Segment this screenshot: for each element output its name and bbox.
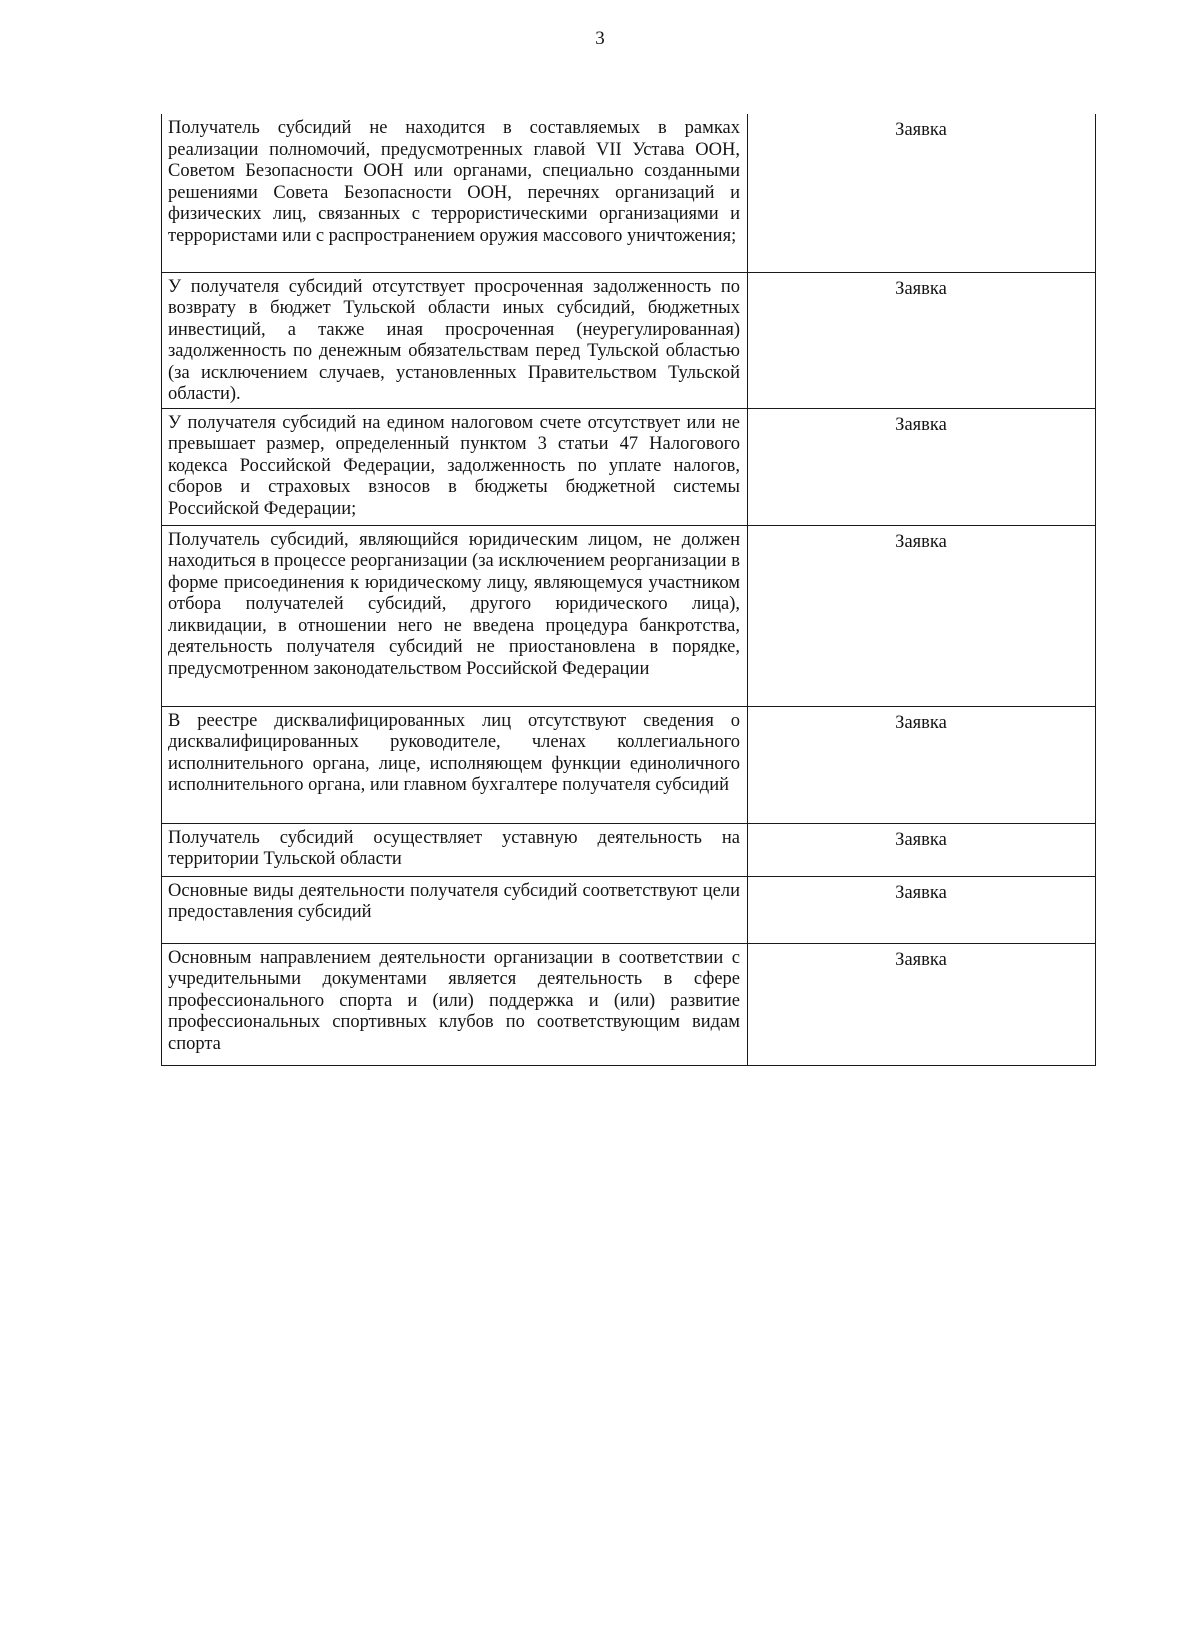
page-number: 3 (595, 28, 605, 49)
document-cell: Заявка (748, 706, 1096, 823)
table-row (162, 525, 1096, 706)
criterion-cell: Получатель субсидий, являющийся юридическим лицом, не должен находиться в процессе реорганизации (за исключением реорганизации в форме присоединения к юридическому лицу, являющемуся участником отбора получателей субсидий, другого юридического лица), ликвидации, в отношении него не введена процедура банкротства, деятельность получателя субсидий не приостановлена в порядке, предусмотренном законодательством Российской Федерации (162, 525, 748, 706)
document-cell: Заявка (748, 272, 1096, 408)
criterion-cell: У получателя субсидий на едином налоговом счете отсутствует или не превышает размер, определенный пунктом 3 статьи 47 Налогового кодекса Российской Федерации, задолженность по уплате налогов, сборов и страховых взносов в бюджеты бюджетной системы Российской Федерации; (162, 408, 748, 525)
document-cell: Заявка (748, 823, 1096, 876)
table-row (162, 876, 1096, 943)
document-cell: Заявка (748, 876, 1096, 943)
table-row (162, 408, 1096, 525)
table-row (162, 114, 1096, 272)
criterion-cell: Получатель субсидий не находится в составляемых в рамках реализации полномочий, предусмотренных главой VII Устава ООН, Советом Безопасности ООН или органами, специально созданными решениями Совета Безопасности ООН, перечнях организаций и физических лиц, связанных с террористическими организациями и террористами или с распространением оружия массового уничтожения; (162, 114, 748, 272)
criterion-cell: Основные виды деятельности получателя субсидий соответствуют цели предоставления субсидий (162, 876, 748, 943)
criterion-cell: У получателя субсидий отсутствует просроченная задолженность по возврату в бюджет Тульской области иных субсидий, бюджетных инвестиций, а также иная просроченная (неурегулированная) задолженность по денежным обязательствам перед Тульской областью (за исключением случаев, установленных Правительством Тульской области). (162, 272, 748, 408)
table-row (162, 943, 1096, 1065)
table-row (162, 272, 1096, 408)
document-cell: Заявка (748, 525, 1096, 706)
document-cell: Заявка (748, 114, 1096, 272)
document-cell: Заявка (748, 408, 1096, 525)
criterion-cell: В реестре дисквалифицированных лиц отсутствуют сведения о дисквалифицированных руководителе, членах коллегиального исполнительного органа, лице, исполняющем функции единоличного исполнительного органа, или главном бухгалтере получателя субсидий (162, 706, 748, 823)
criterion-cell: Получатель субсидий осуществляет уставную деятельность на территории Тульской области (162, 823, 748, 876)
document-cell: Заявка (748, 943, 1096, 1065)
criterion-cell: Основным направлением деятельности организации в соответствии с учредительными документами является деятельность в сфере профессионального спорта и (или) поддержка и (или) развитие профессиональных спортивных клубов по соответствующим видам спорта (162, 943, 748, 1065)
table-row (162, 706, 1096, 823)
criteria-table (161, 114, 1096, 1066)
table-row (162, 823, 1096, 876)
